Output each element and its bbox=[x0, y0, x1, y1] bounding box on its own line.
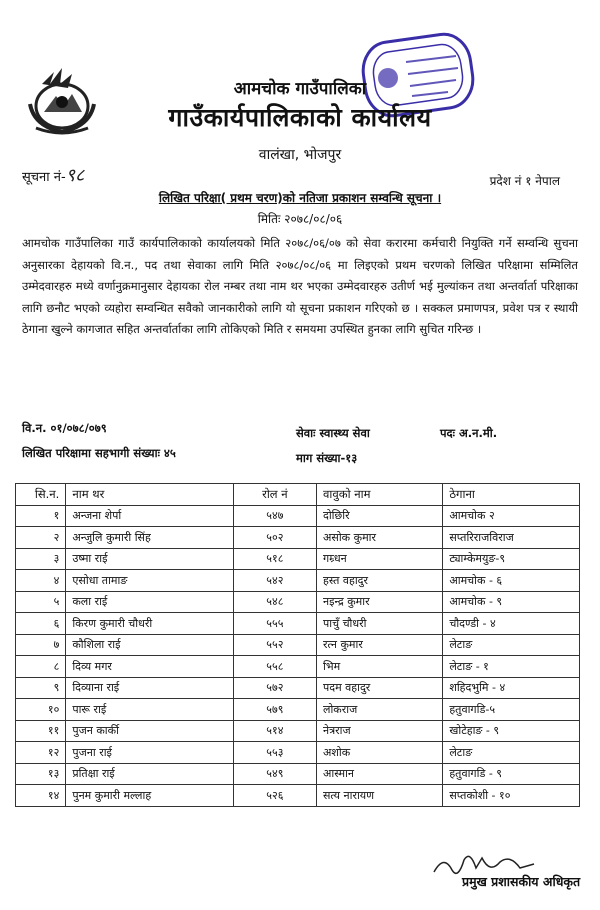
cell-father: हस्त वहादुर bbox=[316, 570, 442, 592]
cell-roll: ५५३ bbox=[233, 742, 316, 764]
cell-address: लेटाङ bbox=[443, 742, 580, 764]
cell-name: कौशिला राई bbox=[66, 634, 233, 656]
cell-name: कला राई bbox=[66, 591, 233, 613]
table-row bbox=[16, 570, 580, 592]
cell-sn: ११ bbox=[16, 720, 66, 742]
table-row bbox=[16, 699, 580, 721]
cell-roll: ५२६ bbox=[233, 785, 316, 807]
cell-roll: ५५५ bbox=[233, 613, 316, 635]
table-row bbox=[16, 613, 580, 635]
cell-roll: ५५८ bbox=[233, 656, 316, 678]
cell-sn: १ bbox=[16, 505, 66, 527]
cell-father: लोकराज bbox=[316, 699, 442, 721]
cell-father: नेत्रराज bbox=[316, 720, 442, 742]
cell-roll: ५७२ bbox=[233, 677, 316, 699]
header-address: ठेगाना bbox=[443, 484, 580, 506]
notice-number-value: ९८ bbox=[65, 165, 85, 186]
cell-address: चौदण्डी - ४ bbox=[443, 613, 580, 635]
cell-sn: ९ bbox=[16, 677, 66, 699]
cell-name: उष्मा राई bbox=[66, 548, 233, 570]
vina-number: वि.न. ०१/०७८/०७९ bbox=[22, 421, 107, 435]
cell-roll: ५१८ bbox=[233, 548, 316, 570]
header-roll: रोल नं bbox=[233, 484, 316, 506]
cell-address: लेटाङ bbox=[443, 634, 580, 656]
cell-name: पारू राई bbox=[66, 699, 233, 721]
cell-father: पाचुँ चौधरी bbox=[316, 613, 442, 635]
cell-sn: १४ bbox=[16, 785, 66, 807]
header-name: नाम थर bbox=[66, 484, 233, 506]
cell-name: किरण कुमारी चौधरी bbox=[66, 613, 233, 635]
cell-father: रत्न कुमार bbox=[316, 634, 442, 656]
cell-roll: ५०२ bbox=[233, 527, 316, 549]
cell-father: असोक कुमार bbox=[316, 527, 442, 549]
cell-roll: ५४९ bbox=[233, 763, 316, 785]
participants-count: लिखित परिक्षामा सहभागी संख्याः ४५ bbox=[22, 446, 176, 460]
office-title: गाउँकार्यपालिकाको कार्यालय bbox=[168, 103, 432, 132]
cell-name: पुजन कार्की bbox=[66, 720, 233, 742]
cell-address: हतुवागडि - ९ bbox=[443, 763, 580, 785]
table-row bbox=[16, 677, 580, 699]
cell-sn: १० bbox=[16, 699, 66, 721]
cell-name: एसोधा तामाङ bbox=[66, 570, 233, 592]
cell-address: सप्तकोशी - १० bbox=[443, 785, 580, 807]
cell-sn: ८ bbox=[16, 656, 66, 678]
table-row bbox=[16, 656, 580, 678]
cell-address: आमचोक २ bbox=[443, 505, 580, 527]
header-sn: सि.न. bbox=[16, 484, 66, 506]
cell-roll: ५४८ bbox=[233, 591, 316, 613]
notice-body: आमचोक गाउँपालिका गाउँ कार्यपालिकाको कार्यालयको मिति २०७८/०६/०७ को सेवा करारमा कर्मचारी नियुक्ति गर्ने सम्वन्धि सुचना अनुसारका देहायको वि.न., पद तथा सेवाका लागि मिति २०७८/०८/०६ मा लिइएको प्रथम चरणको लिखित परिक्षामा सम्मिलित उम्मेदवारहरु मध्ये वर्णानुक्रमानुसार देहायका रोल नम्बर तथा नाम थर भएका उम्मेदवारहरु उतीर्ण भई मुल्यांकन तथा अन्तर्वार्ता परिक्षाका लागि छनौट भएको व्यहोरा सम्वन्धित सवैको जानकारीको लागि यो सूचना प्रकाशन गरिएको छ । सक्कल प्रमाणपत्र, प्रवेश पत्र र स्थायी ठेगाना खुल्ने कागजात सहित अन्तर्वार्ताका लागि तोकिएको मिति र समयमा उपस्थित हुनका लागि सुचित गरिन्छ । bbox=[22, 236, 578, 337]
cell-father: नइन्द्र कुमार bbox=[316, 591, 442, 613]
cell-address: शहिदभुमि - ४ bbox=[443, 677, 580, 699]
cell-roll: ५७९ bbox=[233, 699, 316, 721]
cell-address: सप्तरिराजविराज bbox=[443, 527, 580, 549]
cell-address: आमचोक - ९ bbox=[443, 591, 580, 613]
province-label: प्रदेश नं १ नेपाल bbox=[489, 174, 560, 188]
office-location: वालंखा, भोजपुर bbox=[258, 147, 342, 163]
table-row bbox=[16, 505, 580, 527]
table-row bbox=[16, 548, 580, 570]
cell-father: गम्र्धन bbox=[316, 548, 442, 570]
municipality-name: आमचोक गाउँपालिका bbox=[233, 79, 367, 99]
cell-name: पुनम कुमारी मल्लाह bbox=[66, 785, 233, 807]
cell-name: अन्जना शेर्पा bbox=[66, 505, 233, 527]
cell-sn: ७ bbox=[16, 634, 66, 656]
table-row bbox=[16, 720, 580, 742]
cell-name: अन्जुलि कुमारी सिंह bbox=[66, 527, 233, 549]
cell-roll: ५१४ bbox=[233, 720, 316, 742]
cell-roll: ५४७ bbox=[233, 505, 316, 527]
cell-sn: ४ bbox=[16, 570, 66, 592]
demand-count: माग संख्या-१३ bbox=[296, 451, 358, 465]
cell-roll: ५५२ bbox=[233, 634, 316, 656]
cell-father: पदम वहादुर bbox=[316, 677, 442, 699]
cell-sn: ५ bbox=[16, 591, 66, 613]
cell-address: लेटाङ - १ bbox=[443, 656, 580, 678]
cell-address: आमचोक - ६ bbox=[443, 570, 580, 592]
cell-name: पुजना राई bbox=[66, 742, 233, 764]
table-row bbox=[16, 527, 580, 549]
cell-address: खोटेहाङ - ९ bbox=[443, 720, 580, 742]
results-table bbox=[15, 483, 580, 807]
notice-subject: लिखित परिक्षा( प्रथम चरण)को नतिजा प्रकाशन सम्वन्धि सूचना । bbox=[158, 191, 442, 205]
cell-father: दोछिरि bbox=[316, 505, 442, 527]
cell-name: दिव्य मगर bbox=[66, 656, 233, 678]
cell-father: अशोक bbox=[316, 742, 442, 764]
notice-number bbox=[22, 163, 84, 187]
notice-date: मितिः २०७८/०८/०६ bbox=[257, 212, 343, 226]
table-row bbox=[16, 785, 580, 807]
service-label: सेवाः स्वास्थ्य सेवा bbox=[296, 426, 370, 440]
cell-sn: ३ bbox=[16, 548, 66, 570]
table-row bbox=[16, 763, 580, 785]
cell-address: हतुवागडि-५ bbox=[443, 699, 580, 721]
table-header-row bbox=[16, 484, 580, 506]
cell-father: भिम bbox=[316, 656, 442, 678]
cell-father: आस्मान bbox=[316, 763, 442, 785]
post-label: पदः अ.न.मी. bbox=[440, 426, 498, 440]
cell-address: ट्याम्केमयुङ-९ bbox=[443, 548, 580, 570]
header-father: वावुको नाम bbox=[316, 484, 442, 506]
cell-sn: १३ bbox=[16, 763, 66, 785]
notice-number-label: सूचना नं- bbox=[22, 170, 66, 185]
cell-sn: ६ bbox=[16, 613, 66, 635]
cell-sn: १२ bbox=[16, 742, 66, 764]
cell-father: सत्य नारायण bbox=[316, 785, 442, 807]
table-row bbox=[16, 591, 580, 613]
officer-title: प्रमुख प्रशासकीय अधिकृत bbox=[462, 874, 581, 889]
table-row bbox=[16, 742, 580, 764]
cell-name: दिव्याना राई bbox=[66, 677, 233, 699]
cell-sn: २ bbox=[16, 527, 66, 549]
cell-name: प्रतिक्षा राई bbox=[66, 763, 233, 785]
table-row bbox=[16, 634, 580, 656]
cell-roll: ५४२ bbox=[233, 570, 316, 592]
